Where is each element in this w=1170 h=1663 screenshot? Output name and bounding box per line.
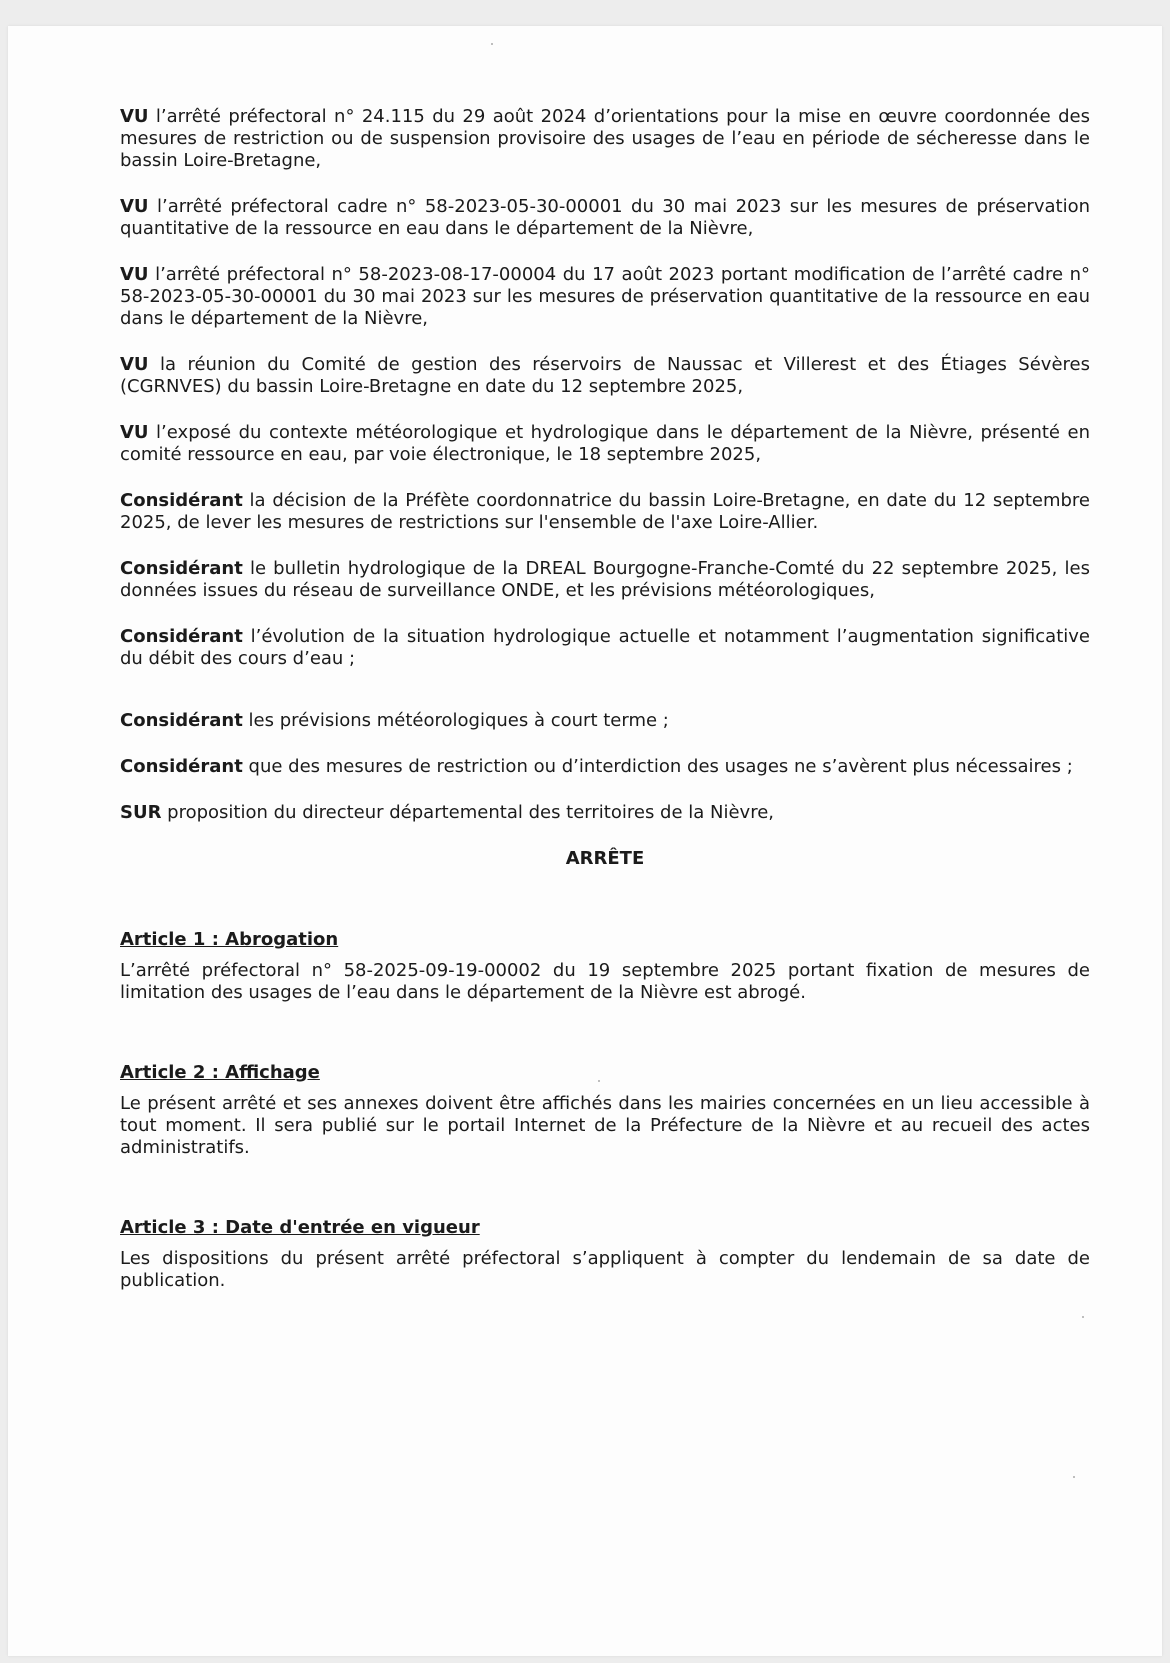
document-content: [120, 106, 1090, 1350]
scan-speck: [1082, 1316, 1084, 1318]
article-2-heading: Article 2 : Affichage: [120, 1062, 320, 1083]
considerant-text: que des mesures de restriction ou d’interdiction des usages ne s’avèrent plus nécessaires ;: [242, 756, 1073, 777]
considerant-text: l’évolution de la situation hydrologique actuelle et notamment l’augmentation significative du débit des cours d’eau ;: [120, 626, 1090, 669]
document-page: [8, 26, 1162, 1656]
visa-lead: VU: [120, 106, 149, 127]
visa-paragraph: [120, 264, 1090, 330]
article-1-heading: Article 1 : Abrogation: [120, 929, 339, 950]
visa-text: l’exposé du contexte météorologique et hydrologique dans le département de la Nièvre, présenté en comité ressource en eau, par voie électronique, le 18 septembre 2025,: [120, 422, 1090, 465]
visa-lead: VU: [120, 422, 149, 443]
considerant-paragraph: [120, 710, 1090, 732]
visa-paragraph: [120, 422, 1090, 466]
scan-speck: [1073, 1476, 1075, 1478]
visa-paragraph: [120, 354, 1090, 398]
considerant-text: la décision de la Préfète coordonnatrice du bassin Loire-Bretagne, en date du 12 septembre 2025, de lever les mesures de restrictions sur l'ensemble de l'axe Loire-Allier.: [120, 490, 1090, 533]
proposal-paragraph: [120, 802, 1090, 824]
considerant-paragraph: [120, 626, 1090, 670]
proposal-text: proposition du directeur départemental des territoires de la Nièvre,: [161, 802, 775, 823]
visa-lead: VU: [120, 196, 149, 217]
visa-paragraph: [120, 196, 1090, 240]
article-1-body: L’arrêté préfectoral n° 58-2025-09-19-00002 du 19 septembre 2025 portant fixation de mesures de limitation des usages de l’eau dans le département de la Nièvre est abrogé.: [120, 960, 1090, 1003]
considerant-paragraph: [120, 490, 1090, 534]
visa-text: l’arrêté préfectoral n° 58-2023-08-17-00004 du 17 août 2023 portant modification de l’arrêté cadre n° 58-2023-05-30-00001 du 30 mai 2023 sur les mesures de préservation quantitative de la ressource en eau dans le département de la Nièvre,: [120, 264, 1090, 329]
visa-paragraph: [120, 106, 1090, 172]
article-2-body: Le présent arrêté et ses annexes doivent être affichés dans les mairies concernées en un lieu accessible à tout moment. Il sera publié sur le portail Internet de la Préfecture de la Nièvre et au recueil des actes administratifs.: [120, 1093, 1090, 1158]
considerant-lead: Considérant: [120, 756, 243, 777]
proposal-lead: SUR: [120, 802, 162, 823]
considerant-paragraph: [120, 756, 1090, 778]
considerant-lead: Considérant: [120, 710, 243, 731]
decree-title: ARRÊTE: [565, 848, 645, 869]
considerant-lead: Considérant: [120, 558, 243, 579]
considerant-lead: Considérant: [120, 490, 243, 511]
article-3-heading: Article 3 : Date d'entrée en vigueur: [120, 1217, 480, 1238]
visa-lead: VU: [120, 354, 149, 375]
considerant-paragraph: [120, 558, 1090, 602]
scan-speck: [598, 1080, 600, 1082]
considerant-lead: Considérant: [120, 626, 243, 647]
visa-text: l’arrêté préfectoral n° 24.115 du 29 août 2024 d’orientations pour la mise en œuvre coordonnée des mesures de restriction ou de suspension provisoire des usages de l’eau en période de sécheresse dans le bassin Loire-Bretagne,: [120, 106, 1090, 171]
scan-speck: [491, 43, 493, 45]
visa-text: l’arrêté préfectoral cadre n° 58-2023-05-30-00001 du 30 mai 2023 sur les mesures de préservation quantitative de la ressource en eau dans le département de la Nièvre,: [120, 196, 1090, 239]
considerant-text: le bulletin hydrologique de la DREAL Bourgogne-Franche-Comté du 22 septembre 2025, les données issues du réseau de surveillance ONDE, et les prévisions météorologiques,: [120, 558, 1090, 601]
article-3-body: Les dispositions du présent arrêté préfectoral s’appliquent à compter du lendemain de sa date de publication.: [120, 1248, 1090, 1291]
considerant-text: les prévisions météorologiques à court terme ;: [242, 710, 669, 731]
visa-text: la réunion du Comité de gestion des réservoirs de Naussac et Villerest et des Étiages Sévères (CGRNVES) du bassin Loire-Bretagne en date du 12 septembre 2025,: [120, 354, 1090, 397]
visa-lead: VU: [120, 264, 149, 285]
